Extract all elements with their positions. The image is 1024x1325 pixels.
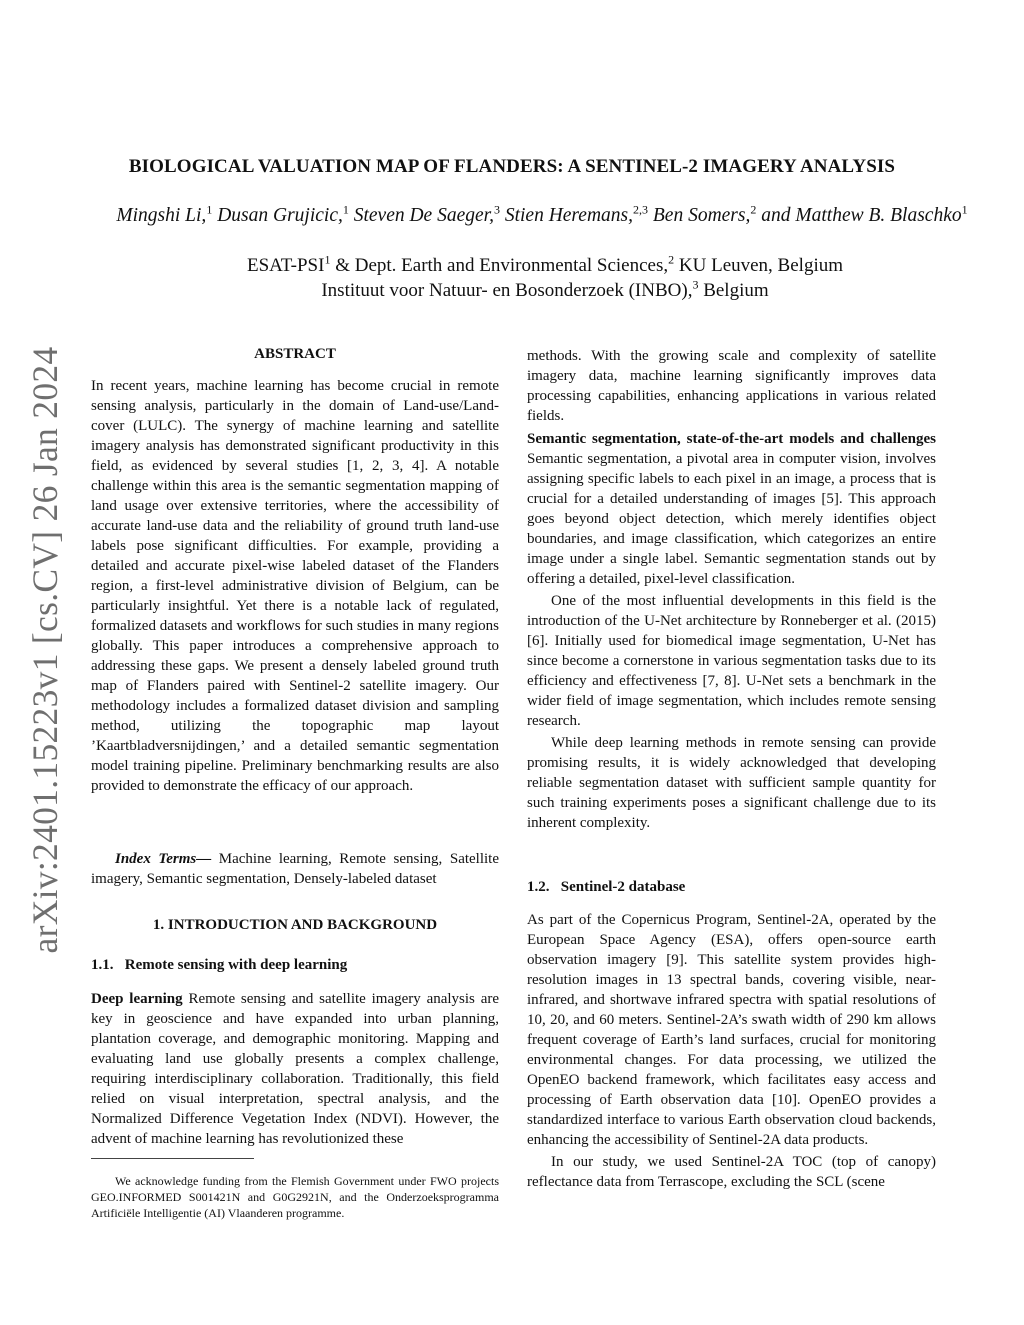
right-column-top (527, 346, 936, 833)
affiliation-text: KU Leuven, Belgium (674, 255, 843, 276)
author: Stien Heremans, (504, 205, 633, 226)
subsection-heading: 1.2. Sentinel-2 database (527, 879, 686, 895)
author-affil-mark: 1 (961, 202, 968, 217)
author: Ben Somers, (652, 205, 751, 226)
affil-mark: 1 (324, 252, 331, 267)
index-terms-label: Index Terms— (115, 851, 212, 867)
abstract-heading: ABSTRACT (254, 346, 336, 362)
arxiv-side-stamp: arXiv:2401.15223v1 [cs.CV] 26 Jan 2024 (25, 346, 65, 954)
index-terms-text: Machine learning, Remote sensing, Satellite imagery, Semantic segmentation, Densely-labeled dataset (91, 851, 499, 887)
index-terms (91, 849, 499, 889)
author-affil-mark: 2 (750, 202, 757, 217)
abstract-body (91, 376, 499, 796)
affil-mark: 3 (692, 277, 699, 292)
semantic-seg-paragraph (527, 429, 936, 589)
author: Dusan Grujicic, (217, 205, 343, 226)
author-affil-mark: 3 (493, 202, 500, 217)
affiliation-line-1 (0, 252, 1024, 277)
paragraph-text: One of the most influential developments in this field is the introduction of the U-Net architecture by Ronneberger et al. (2015) [6]. Initially used for biomedical image segmentation, U-Net has since become a cornerstone in various segmentation tasks due to its efficiency and effectiveness [7, 8]. U-Net sets a benchmark in the wider field of image segmentation, which includes remote sensing research. (527, 593, 936, 729)
paragraph-text: In our study, we used Sentinel-2A TOC (top of canopy) reflectance data from Terrascope, excluding the SCL (scene (527, 1154, 936, 1190)
paragraph-text: methods. With the growing scale and complexity of satellite imagery data, machine learning significantly improves data processing capabilities, enhancing applications in various related fields. (527, 348, 936, 424)
paragraph-text: Semantic segmentation, a pivotal area in computer vision, involves assigning specific labels to each pixel in an image, a process that is crucial for a detailed understanding of images [5]. This approach goes beyond object detection, which merely identifies object boundaries, and image classification, which categorizes an entire image under a single label. Semantic segmentation stands out by offering a detailed, pixel-level classification. (527, 451, 936, 587)
abstract-text: In recent years, machine learning has become crucial in remote sensing analysis, particularly in the domain of Land-use/Land-cover (LULC). The synergy of machine learning and satellite imagery analysis has demonstrated significant productivity in this field, as evidenced by several studies [1, 2, 3, 4]. A notable challenge within this area is the semantic segmentation mapping of land usage over extensive territories, where the accessibility of accurate land-use data and the reliability of ground truth land-use labels pose significant difficulties. For example, providing a detailed and accurate pixel-wise labeled dataset of the Flanders region, a first-level administrative division of Belgium, can be particularly insightful. Yet there is a notable lack of regulated, formalized datasets and workflows for such studies in many regions globally. This paper introduces a comprehensive approach to addressing these gaps. We present a densely labeled ground truth map of Flanders paired with Sentinel-2 satellite imagery. Our methodology includes a formalized dataset division and sampling method, utilizing the topographic map layout ’Kaartbladversnijdingen,’ and a detailed semantic segmentation model training pipeline. Preliminary benchmarking results are also provided to demonstrate the efficacy of our approach. (91, 378, 499, 794)
paragraph-text: While deep learning methods in remote sensing can provide promising results, it is widely acknowledged that developing reliable segmentation dataset with sufficient sample quantity for such training experiments poses a significant challenge due to its inherent complexity. (527, 735, 936, 831)
author-affil-mark: 2,3 (633, 202, 648, 217)
paper-title: BIOLOGICAL VALUATION MAP OF FLANDERS: A SENTINEL-2 IMAGERY ANALYSIS (128, 156, 896, 177)
affiliation-text: Instituut voor Natuur- en Bosonderzoek (INBO), (321, 280, 693, 301)
intro-paragraph (91, 989, 499, 1149)
paragraph-text: As part of the Copernicus Program, Sentinel-2A, operated by the European Space Agency (ESA), offers open-source earth observation imagery [9]. This satellite system provides high-resolution images in 13 spectral bands, covering visible, near-infrared, and shortwave infrared spectra with spatial resolutions of 10, 20, and 60 meters. Sentinel-2A’s swath width of 290 km allows frequent coverage of Earth’s land surfaces, crucial for monitoring environmental changes. For data processing, we utilized the OpenEO backend framework, which facilitates easy access and processing of Earth observation data [10]. OpenEO provides a standardized interface to various Earth observation cloud backends, enhancing the accessibility of Sentinel-2A data products. (527, 912, 936, 1148)
author-list (0, 202, 1024, 227)
author: and Matthew B. Blaschko (761, 205, 962, 226)
affiliation-text: ESAT-PSI (247, 255, 325, 276)
footnote (91, 1161, 499, 1233)
subsection-heading: 1.1. Remote sensing with deep learning (91, 957, 348, 973)
author-affil-mark: 1 (342, 202, 349, 217)
paragraph-lead: Semantic segmentation, state-of-the-art models and challenges (527, 431, 936, 447)
author-affil-mark: 1 (206, 202, 213, 217)
paragraph-text: Remote sensing and satellite imagery analysis are key in geoscience and have expanded into urban planning, plantation coverage, and demographic monitoring. Mapping and evaluating land use globally presents a complex challenge, requiring interdisciplinary collaboration. Traditionally, this field relied on visual interpretation, spectral analysis, and the Normalized Difference Vegetation Index (NDVI). However, the advent of machine learning has revolutionized these (91, 991, 500, 1147)
author: Steven De Saeger, (353, 205, 494, 226)
section-heading: 1. INTRODUCTION AND BACKGROUND (152, 917, 438, 933)
footnote-text: We acknowledge funding from the Flemish Government under FWO projects GEO.INFORMED S001421N and G0G2921N, and the Onderzoeksprogramma Artificiële Intelligentie (AI) Vlaanderen programme. (91, 1174, 499, 1220)
affiliation-text: Belgium (698, 280, 769, 301)
affiliation-text: & Dept. Earth and Environmental Sciences, (330, 255, 669, 276)
sentinel-section (527, 910, 936, 1192)
author: Mingshi Li, (116, 205, 207, 226)
affiliation-line-2 (0, 277, 1024, 302)
paragraph-lead: Deep learning (91, 991, 183, 1007)
affil-mark: 2 (668, 252, 675, 267)
footnote-divider (91, 1158, 254, 1159)
